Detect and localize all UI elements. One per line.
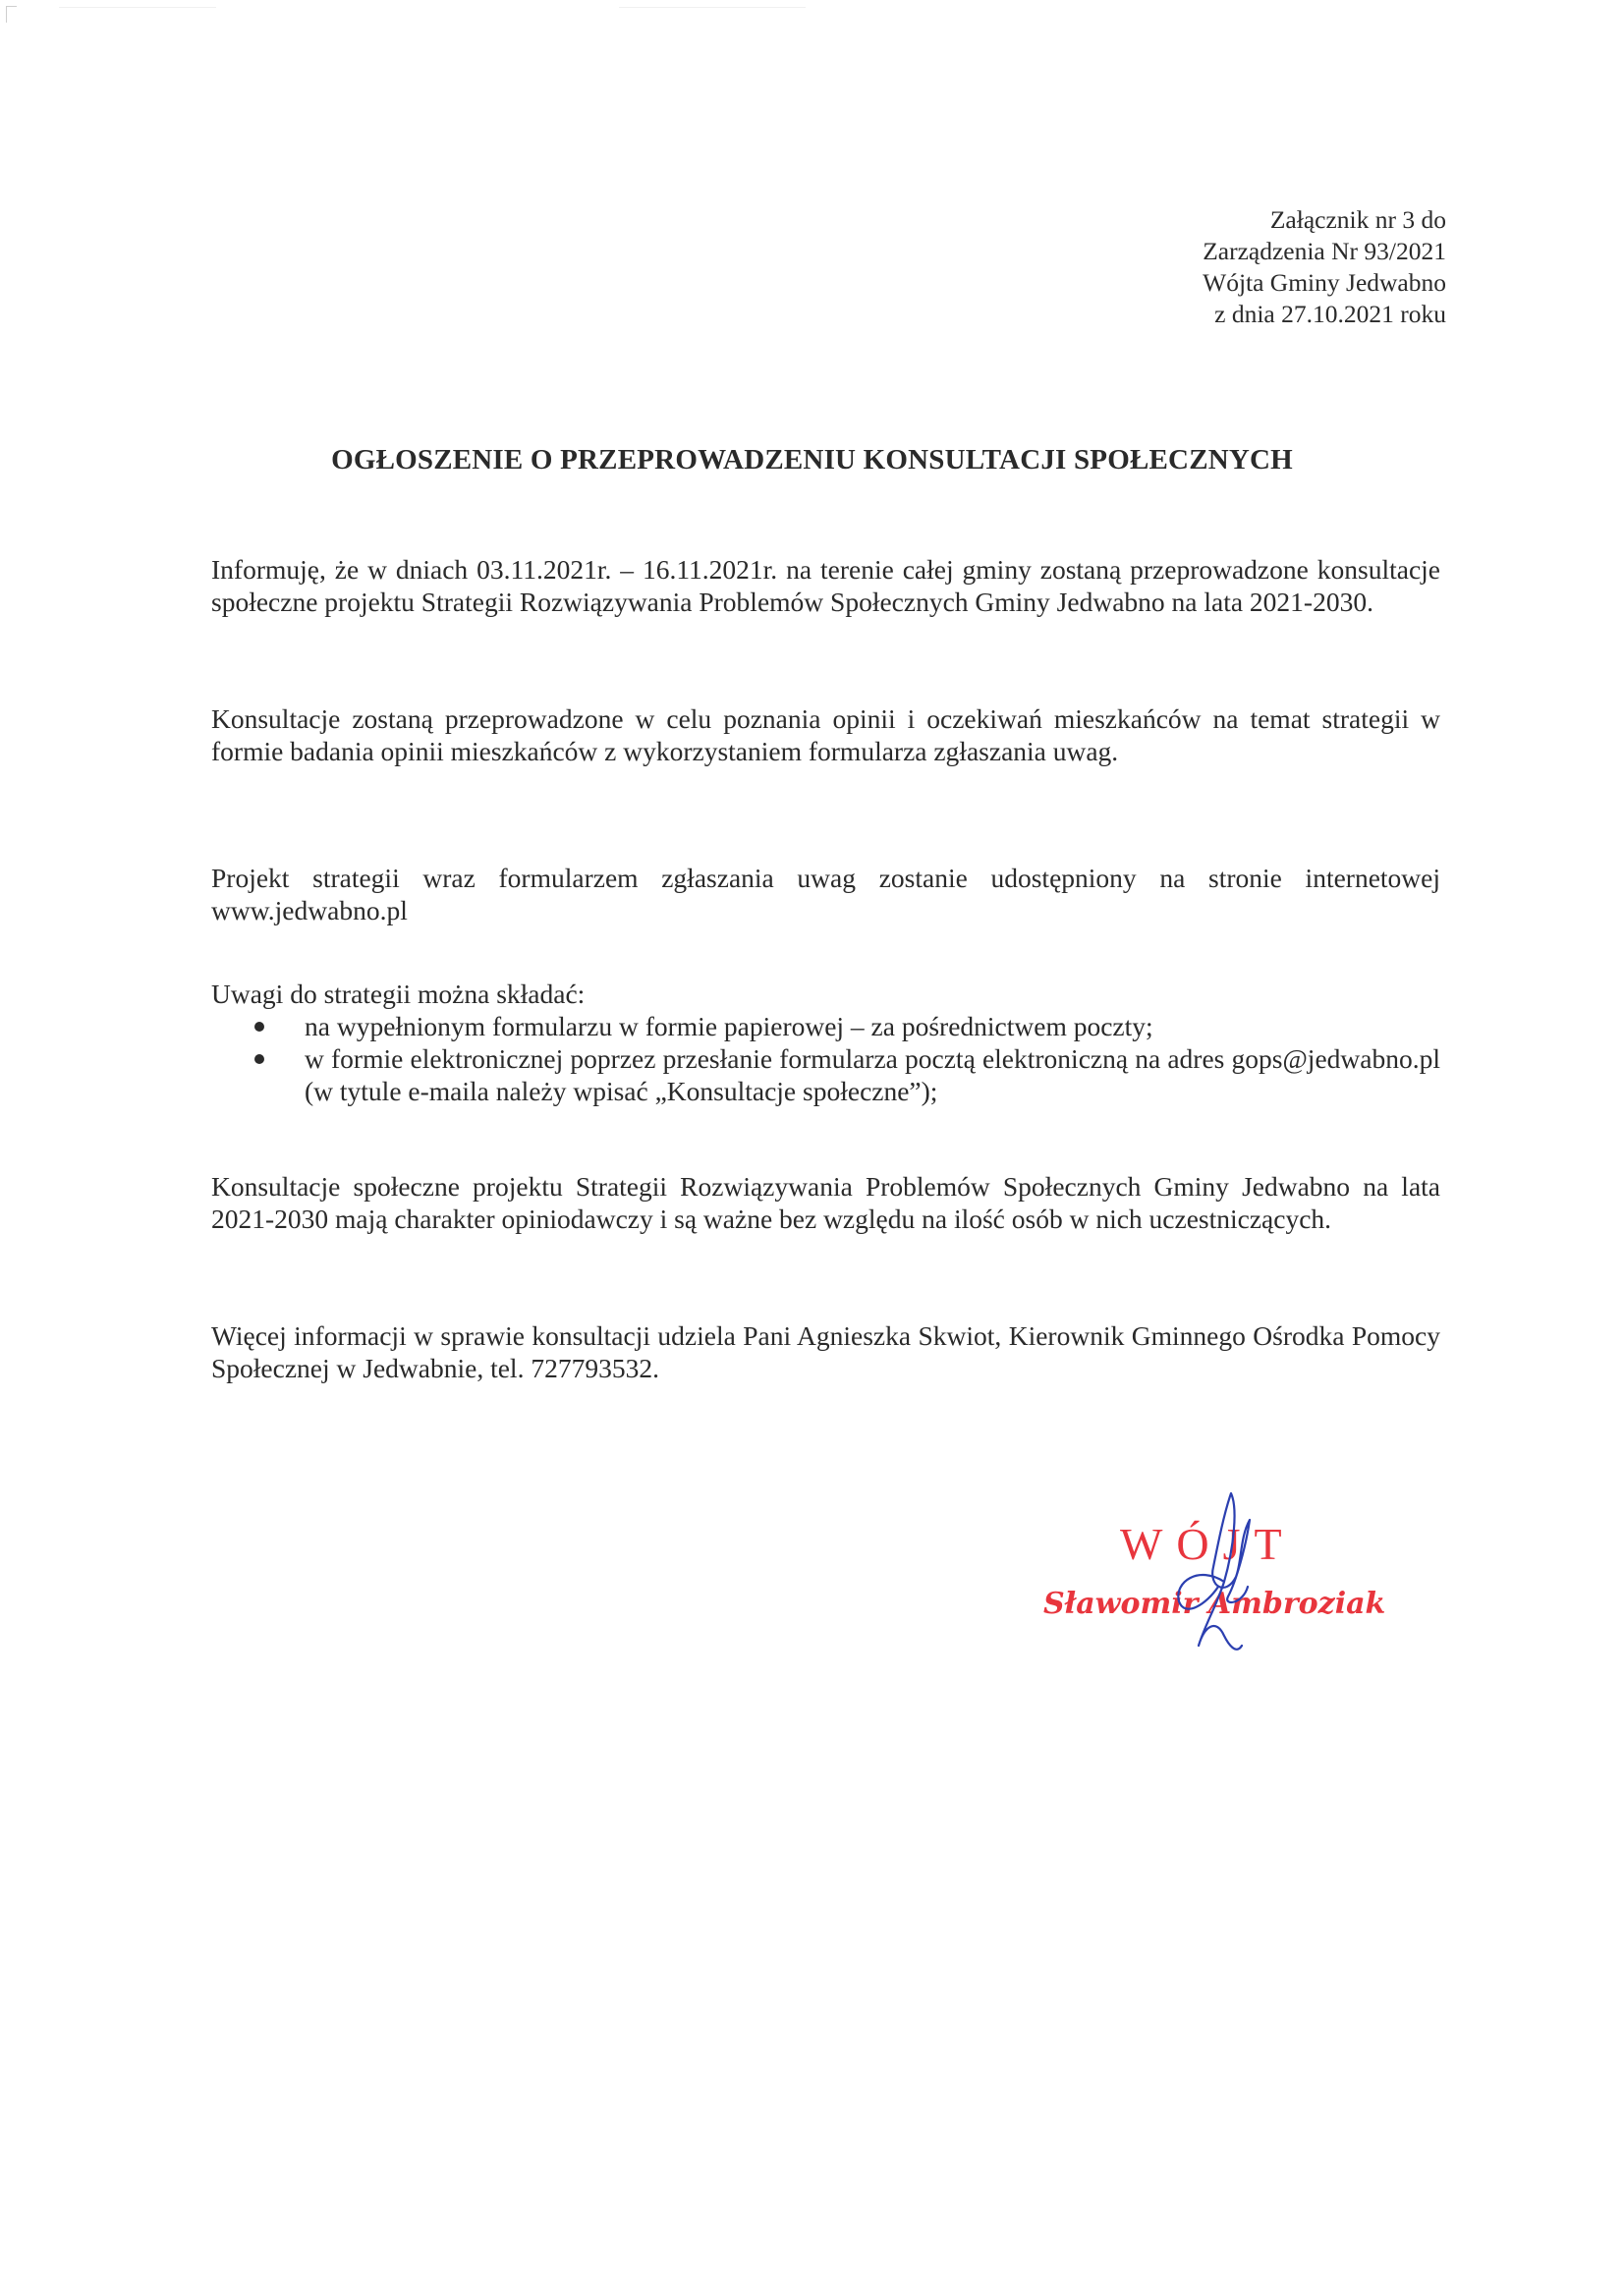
annex-line: z dnia 27.10.2021 roku xyxy=(1214,300,1446,328)
method-text: w formie elektronicznej poprzez przesłanie formularza pocztą elektroniczną na adres gops@jedwabno.pl (w tytule e-maila należy wpisać „Konsultacje społeczne”); xyxy=(305,1043,1440,1106)
availability-paragraph: Projekt strategii wraz formularzem zgłaszania uwag zostanie udostępniony na stronie internetowej www.jedwabno.pl xyxy=(211,863,1440,925)
annex-line: Zarządzenia Nr 93/2021 xyxy=(1203,237,1446,265)
character-section xyxy=(211,1170,1440,1235)
list-item xyxy=(211,1042,1440,1107)
annex-reference xyxy=(1203,204,1446,330)
bullet-icon xyxy=(254,1054,264,1064)
availability-section xyxy=(211,862,1440,926)
signature-block xyxy=(1032,1488,1425,1665)
annex-line: Wójta Gminy Jedwabno xyxy=(1203,268,1446,297)
contact-paragraph: Więcej informacji w sprawie konsultacji udziela Pani Agnieszka Skwiot, Kierownik Gminnego Ośrodka Pomocy Społecznej w Jedwabnie, tel. 727793532. xyxy=(211,1320,1440,1383)
list-item xyxy=(211,1010,1440,1042)
purpose-paragraph: Konsultacje zostaną przeprowadzone w celu poznania opinii i oczekiwań mieszkańców na temat strategii w formie badania opinii mieszkańców z wykorzystaniem formularza zgłaszania uwag. xyxy=(211,703,1440,766)
annex-line: Załącznik nr 3 do xyxy=(1269,205,1446,234)
handwritten-signature xyxy=(1032,1488,1425,1665)
scan-corner-mark xyxy=(6,6,17,23)
document-title: OGŁOSZENIE O PRZEPROWADZENIU KONSULTACJI SPOŁECZNYCH xyxy=(331,444,1293,476)
stamp-title: WÓJT xyxy=(1120,1519,1296,1569)
method-text: na wypełnionym formularzu w formie papierowej – za pośrednictwem poczty; xyxy=(305,1011,1153,1041)
intro-paragraph: Informuję, że w dniach 03.11.2021r. – 16.11.2021r. na terenie całej gminy zostaną przeprowadzone konsultacje społeczne projektu Strategii Rozwiązywania Problemów Społecznych Gminy Jedwabno na lata 2021-2030. xyxy=(211,554,1440,617)
bullet-icon xyxy=(254,1022,264,1032)
methods-section xyxy=(211,978,1440,1107)
methods-intro: Uwagi do strategii można składać: xyxy=(211,979,586,1009)
intro-section xyxy=(211,553,1440,618)
contact-section xyxy=(211,1319,1440,1384)
scan-artifact-line xyxy=(619,7,806,8)
purpose-section xyxy=(211,702,1440,767)
character-paragraph: Konsultacje społeczne projektu Strategii Rozwiązywania Problemów Społecznych Gminy Jedwabno na lata 2021-2030 mają charakter opiniodawczy i są ważne bez względu na ilość osób w nich uczestniczących. xyxy=(211,1171,1440,1234)
methods-list xyxy=(211,1010,1440,1107)
signature-stroke xyxy=(1178,1493,1250,1650)
scan-artifact-line xyxy=(59,7,216,8)
stamp-name: Sławomir Ambroziak xyxy=(1043,1587,1386,1621)
